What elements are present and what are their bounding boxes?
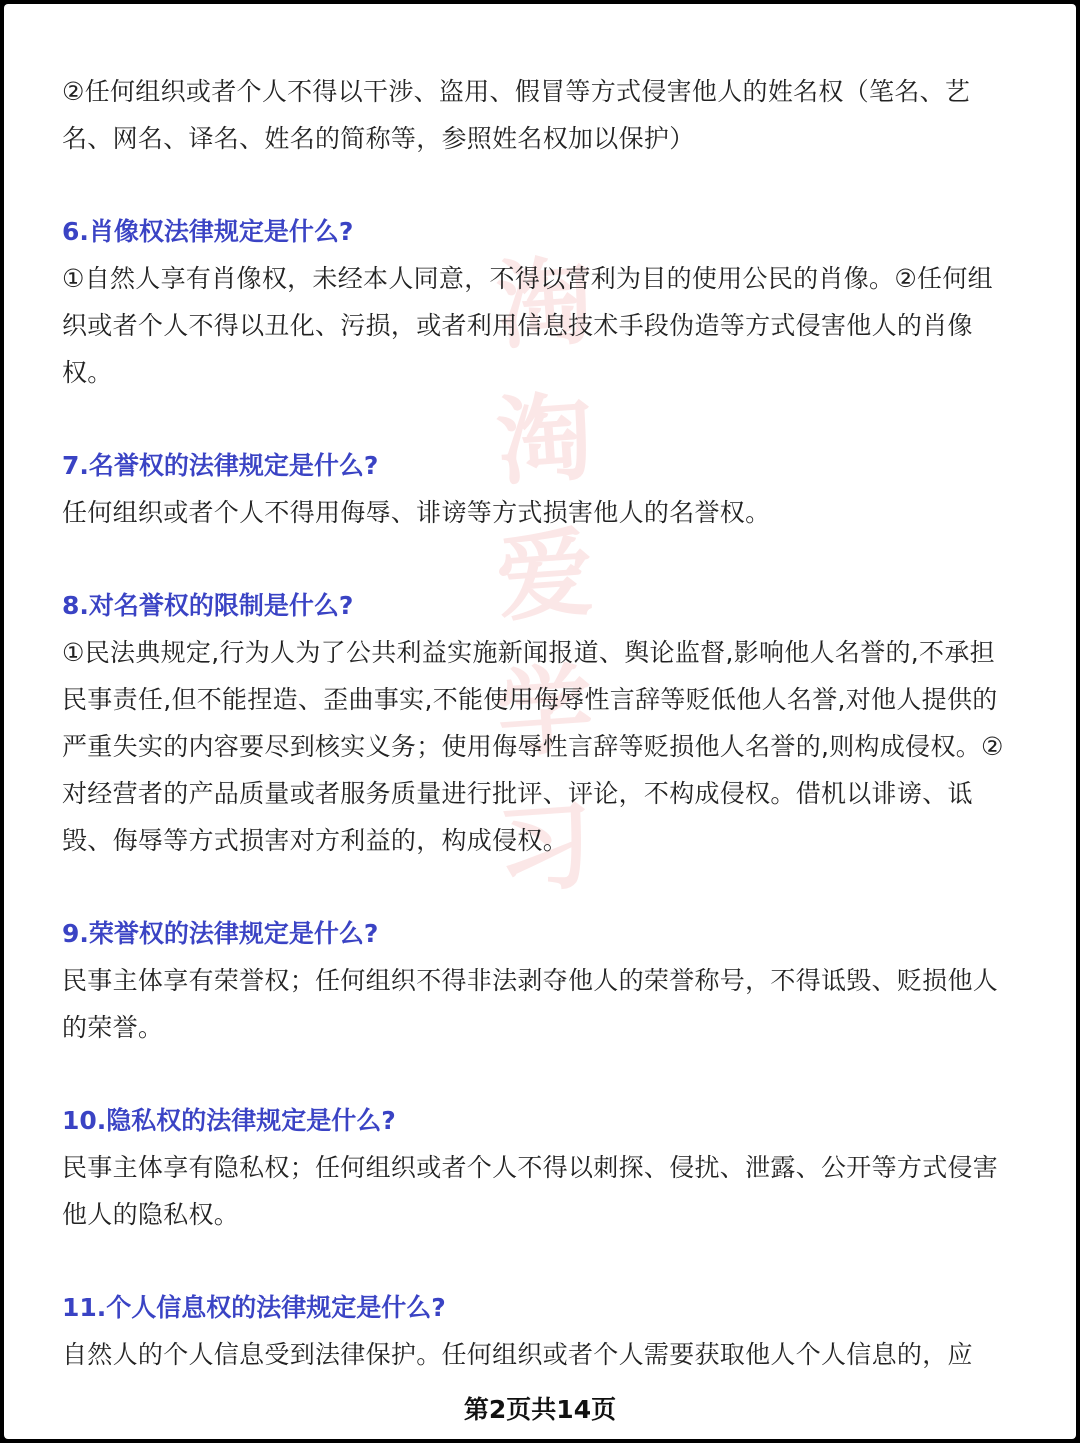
page-number: 第2页共14页 (463, 1395, 617, 1424)
section-body: ①自然人享有肖像权，未经本人同意，不得以营利为目的使用公民的肖像。②任何组织或者个人不得以丑化、污损，或者利用信息技术手段伪造等方式侵害他人的肖像权。 (62, 264, 993, 387)
section-personal-info-right (62, 1284, 1012, 1378)
watermark-char: 淘 (493, 243, 597, 364)
intro-paragraph: ②任何组织或者个人不得以干涉、盗用、假冒等方式侵害他人的姓名权（笔名、艺名、网名、译名、姓名的简称等，参照姓名权加以保护） (62, 77, 971, 153)
section-body: 任何组织或者个人不得用侮辱、诽谤等方式损害他人的名誉权。 (62, 498, 771, 527)
section-honor-right (62, 910, 1012, 1051)
section-privacy-right (62, 1097, 1012, 1238)
section-heading: 10.隐私权的法律规定是什么? (62, 1106, 396, 1135)
watermark-char: 习 (493, 787, 597, 908)
section-heading: 9.荣誉权的法律规定是什么? (62, 919, 379, 948)
document-content (62, 68, 1012, 1378)
section-body: 民事主体享有隐私权；任何组织或者个人不得以刺探、侵扰、泄露、公开等方式侵害他人的隐私权。 (62, 1153, 999, 1229)
watermark-char: 爱 (493, 515, 597, 636)
section-reputation-limits (62, 582, 1012, 864)
section-portrait-right (62, 208, 1012, 396)
section-heading: 8.对名誉权的限制是什么? (62, 591, 354, 620)
watermark-char: 淘 (493, 379, 597, 500)
section-body: 自然人的个人信息受到法律保护。任何组织或者个人需要获取他人个人信息的，应 (62, 1340, 973, 1369)
watermark-char: 学 (493, 651, 597, 772)
document-page (4, 4, 1076, 1439)
section-reputation-right (62, 442, 1012, 536)
section-body: ①民法典规定,行为人为了公共利益实施新闻报道、舆论监督,影响他人名誉的,不承担民事责任,但不能捏造、歪曲事实,不能使用侮辱性言辞等贬低他人名誉,对他人提供的严重失实的内容要尽到核实义务；使用侮辱性言辞等贬损他人名誉的,则构成侵权。②对经营者的产品质量或者服务质量进行批评、评论，不构成侵权。借机以诽谤、诋毁、侮辱等方式损害对方利益的，构成侵权。 (62, 638, 1004, 855)
section-body: 民事主体享有荣誉权；任何组织不得非法剥夺他人的荣誉称号，不得诋毁、贬损他人的荣誉。 (62, 966, 999, 1042)
section-heading: 11.个人信息权的法律规定是什么? (62, 1293, 446, 1322)
section-heading: 6.肖像权法律规定是什么? (62, 217, 354, 246)
section-heading: 7.名誉权的法律规定是什么? (62, 451, 379, 480)
